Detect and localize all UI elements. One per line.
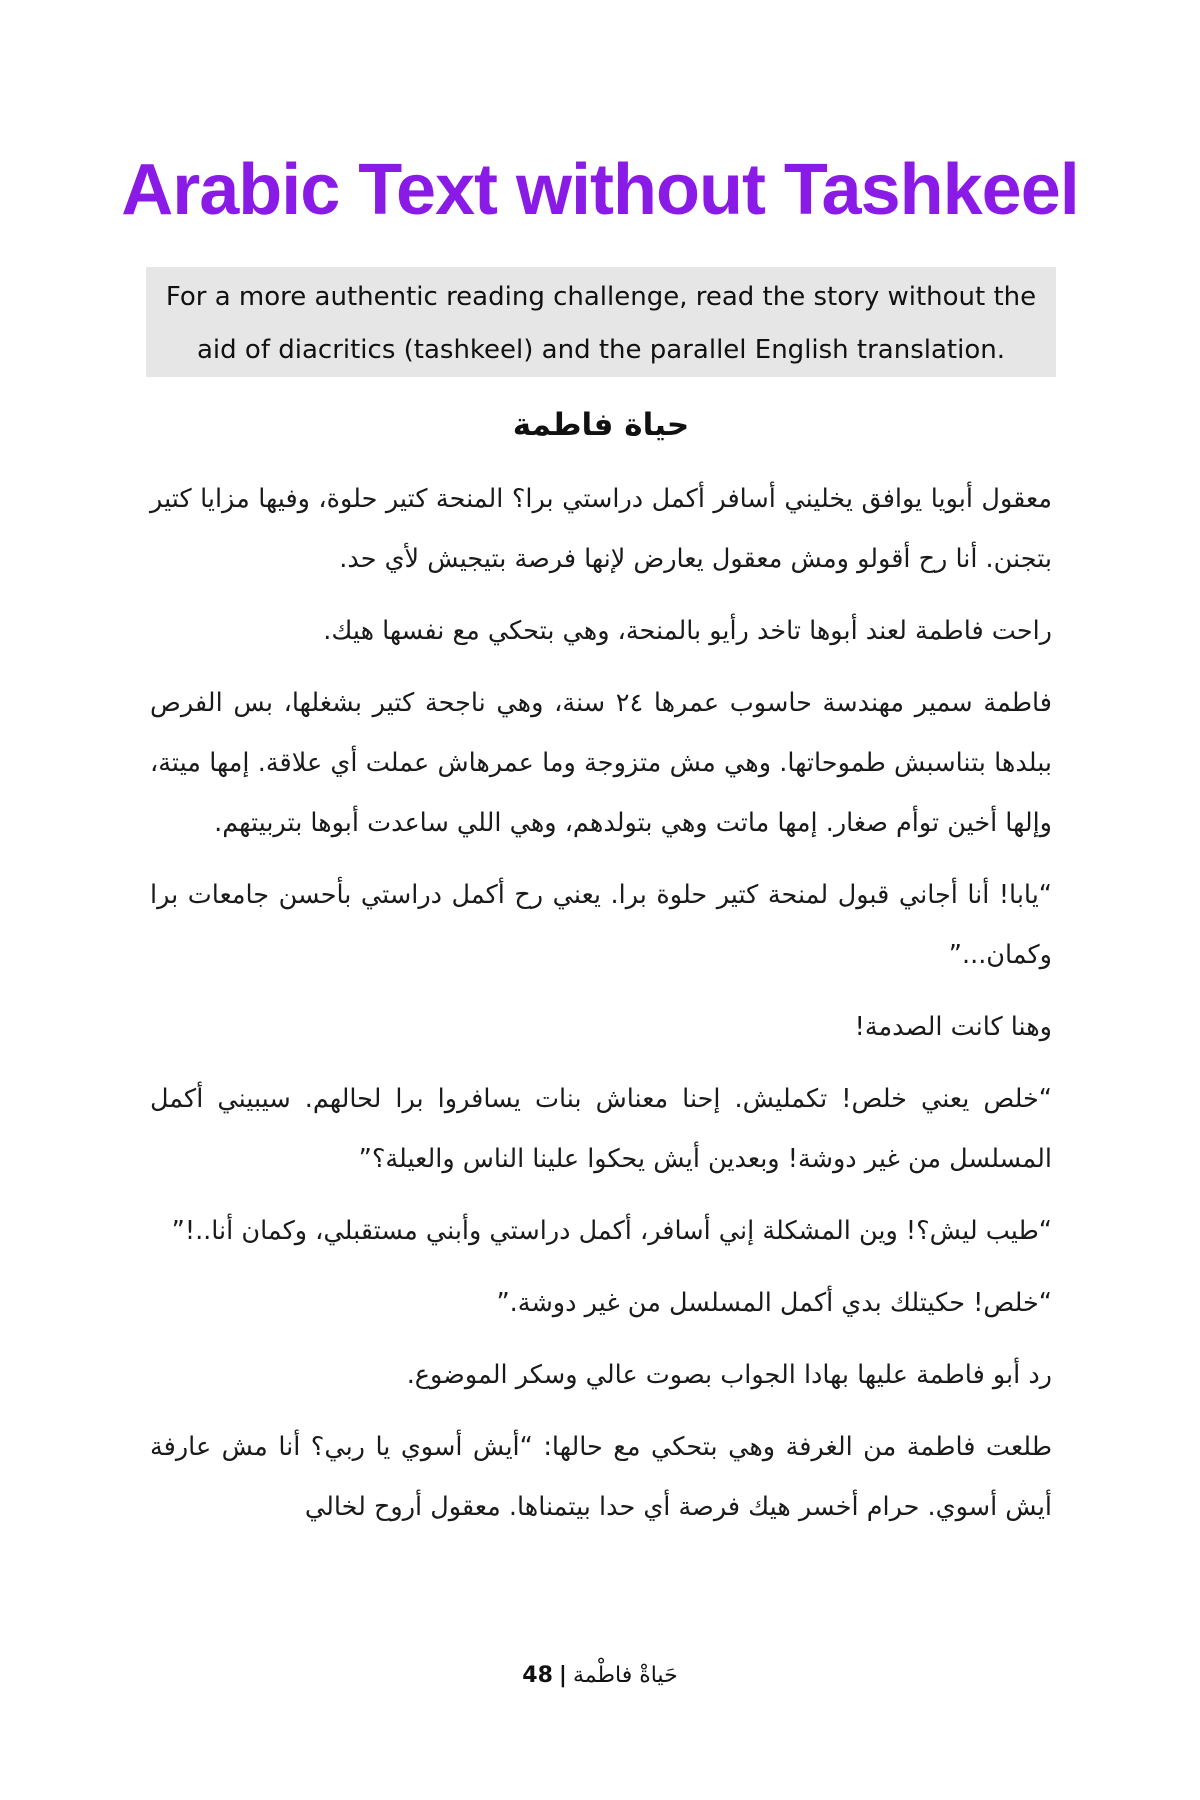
footer-separator: | bbox=[558, 1663, 567, 1688]
story-title: حياة فاطمة bbox=[512, 407, 690, 443]
story-paragraph: رد أبو فاطمة عليها بهادا الجواب بصوت عالي وسكر الموضوع. bbox=[406, 1360, 1052, 1390]
story-paragraph: “خلص يعني خلص! تكمليش. إحنا معناش بنات يسافروا برا لحالهم. سيبيني أكمل المسلسل من غير دوشة! وبعدين أيش يحكوا علينا الناس والعيلة؟” bbox=[150, 1084, 1052, 1174]
story-paragraph: “خلص! حكيتلك بدي أكمل المسلسل من غير دوشة.” bbox=[496, 1288, 1052, 1318]
story-paragraph: “طيب ليش؟! وين المشكلة إني أسافر، أكمل دراستي وأبني مستقبلي، وكمان أنا..!” bbox=[171, 1216, 1052, 1246]
footer-book-title: حَياةْ فاطْمة bbox=[572, 1663, 678, 1688]
story-paragraph: راحت فاطمة لعند أبوها تاخد رأيو بالمنحة، وهي بتحكي مع نفسها هيك. bbox=[323, 616, 1052, 646]
story-paragraph: “يابا! أنا أجاني قبول لمنحة كتير حلوة برا. يعني رح أكمل دراستي بأحسن جامعات برا وكمان...” bbox=[150, 880, 1052, 970]
story-paragraph: فاطمة سمير مهندسة حاسوب عمرها ٢٤ سنة، وهي ناجحة كتير بشغلها، بس الفرص ببلدها بتناسبش طموحاتها. وهي مش متزوجة وما عمرهاش عملت أي علاقة. إمها ميتة، وإلها أخين توأم صغار. إمها ماتت وهي بتولدهم، وهي اللي ساعدت أبوها بتربيتهم. bbox=[150, 688, 1052, 838]
page-number: 48 bbox=[522, 1663, 553, 1688]
story-paragraph: طلعت فاطمة من الغرفة وهي بتحكي مع حالها: “أيش أسوي يا ربي؟ أنا مش عارفة أيش أسوي. حرام أخسر هيك فرصة أي حدا بيتمناها. معقول أروح لخالي bbox=[150, 1432, 1052, 1522]
page-footer bbox=[0, 1656, 1200, 1696]
story-paragraph: وهنا كانت الصدمة! bbox=[854, 1012, 1052, 1042]
page-title: Arabic Text without Tashkeel bbox=[121, 150, 1079, 230]
intro-note: For a more authentic reading challenge, read the story without the aid of diacritics (tashkeel) and the parallel English translation. bbox=[146, 267, 1056, 377]
story-paragraph: معقول أبويا يوافق يخليني أسافر أكمل دراستي برا؟ المنحة كتير حلوة، وفيها مزايا كتير بتجنن. أنا رح أقولو ومش معقول يعارض لإنها فرصة بتيجيش لأي حد. bbox=[150, 484, 1052, 574]
story-body bbox=[150, 395, 1052, 1549]
